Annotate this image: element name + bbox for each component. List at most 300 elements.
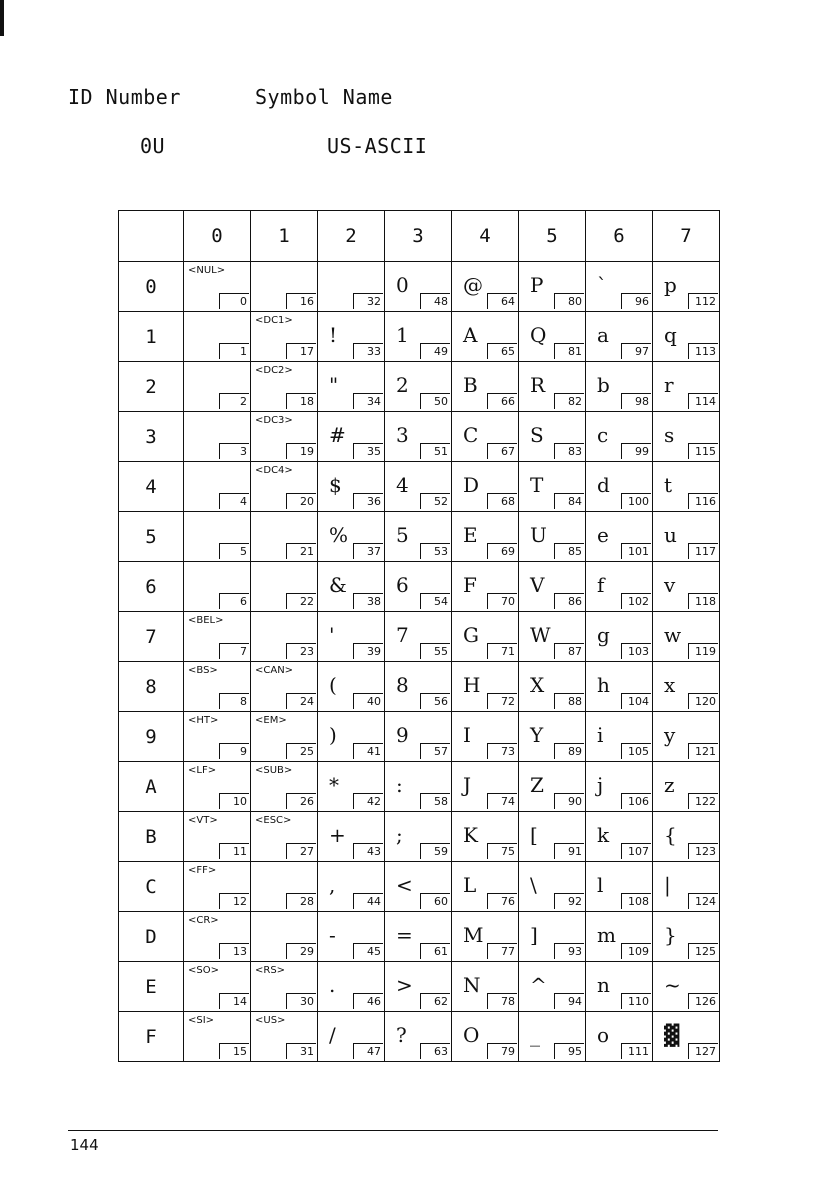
char-cell-79	[452, 1012, 519, 1062]
code-box: 64	[487, 293, 517, 309]
code-box: 58	[420, 793, 450, 809]
char-cell-96	[586, 262, 653, 312]
code-box: 81	[554, 343, 584, 359]
code-box: 34	[353, 393, 383, 409]
code-box: 13	[219, 943, 249, 959]
code-box: 111	[621, 1043, 651, 1059]
char-glyph: m	[597, 923, 616, 947]
char-cell-125	[653, 912, 720, 962]
table-row	[119, 662, 720, 712]
char-cell-4	[184, 462, 251, 512]
char-cell-13	[184, 912, 251, 962]
control-label: <EM>	[255, 715, 287, 726]
char-glyph: S	[530, 423, 544, 447]
code-box: 20	[286, 493, 316, 509]
char-glyph: >	[396, 973, 413, 997]
row-header-0: 0	[119, 262, 184, 312]
char-cell-49	[385, 312, 452, 362]
char-glyph: ,	[329, 873, 336, 897]
code-box: 48	[420, 293, 450, 309]
char-glyph: M	[463, 923, 484, 947]
char-cell-102	[586, 562, 653, 612]
char-glyph: o	[597, 1023, 610, 1047]
char-glyph: `	[597, 273, 607, 297]
char-cell-93	[519, 912, 586, 962]
char-glyph: 9	[396, 723, 409, 747]
code-box: 83	[554, 443, 584, 459]
char-glyph: !	[329, 323, 338, 347]
code-box: 88	[554, 693, 584, 709]
code-box: 16	[286, 293, 316, 309]
control-label: <CAN>	[255, 665, 294, 676]
char-glyph: /	[329, 1023, 336, 1047]
code-box: 126	[688, 993, 718, 1009]
char-glyph: \	[530, 873, 537, 897]
code-box: 110	[621, 993, 651, 1009]
char-glyph: "	[329, 373, 339, 397]
code-box: 15	[219, 1043, 249, 1059]
code-box: 62	[420, 993, 450, 1009]
char-glyph: j	[597, 773, 604, 797]
row-header-5: 5	[119, 512, 184, 562]
char-cell-18	[251, 362, 318, 412]
code-box: 89	[554, 743, 584, 759]
char-cell-2	[184, 362, 251, 412]
char-cell-43	[318, 812, 385, 862]
id-number-value: 0U	[140, 134, 166, 158]
control-label: <ESC>	[255, 815, 292, 826]
char-glyph: G	[463, 623, 479, 647]
char-glyph: )	[329, 723, 337, 747]
char-cell-51	[385, 412, 452, 462]
char-cell-39	[318, 612, 385, 662]
char-glyph: A	[463, 323, 478, 347]
control-label: <SO>	[188, 965, 219, 976]
char-cell-41	[318, 712, 385, 762]
char-cell-112	[653, 262, 720, 312]
code-box: 21	[286, 543, 316, 559]
row-header-B: B	[119, 812, 184, 862]
char-cell-26	[251, 762, 318, 812]
code-box: 92	[554, 893, 584, 909]
char-glyph: (	[329, 673, 337, 697]
row-header-D: D	[119, 912, 184, 962]
char-glyph: I	[463, 723, 471, 747]
code-box: 115	[688, 443, 718, 459]
code-box: 82	[554, 393, 584, 409]
code-box: 103	[621, 643, 651, 659]
char-cell-16	[251, 262, 318, 312]
row-header-3: 3	[119, 412, 184, 462]
char-glyph: O	[463, 1023, 480, 1047]
code-box: 32	[353, 293, 383, 309]
table-row	[119, 762, 720, 812]
code-box: 76	[487, 893, 517, 909]
code-box: 66	[487, 393, 517, 409]
char-cell-53	[385, 512, 452, 562]
char-cell-0	[184, 262, 251, 312]
char-cell-45	[318, 912, 385, 962]
char-cell-90	[519, 762, 586, 812]
code-box: 0	[219, 293, 249, 309]
code-box: 127	[688, 1043, 718, 1059]
char-glyph: %	[329, 523, 349, 547]
table-row	[119, 612, 720, 662]
code-box: 14	[219, 993, 249, 1009]
char-glyph: 6	[396, 573, 409, 597]
char-cell-122	[653, 762, 720, 812]
char-cell-22	[251, 562, 318, 612]
char-cell-11	[184, 812, 251, 862]
char-cell-57	[385, 712, 452, 762]
control-label: <BS>	[188, 665, 218, 676]
char-cell-74	[452, 762, 519, 812]
char-glyph: t	[664, 473, 673, 497]
column-header-1: 1	[251, 211, 318, 262]
char-glyph: l	[597, 873, 604, 897]
char-cell-88	[519, 662, 586, 712]
char-cell-21	[251, 512, 318, 562]
char-cell-76	[452, 862, 519, 912]
char-cell-118	[653, 562, 720, 612]
code-box: 24	[286, 693, 316, 709]
char-cell-127	[653, 1012, 720, 1062]
char-glyph: ^	[530, 973, 547, 997]
char-glyph: s	[664, 423, 675, 447]
table-row	[119, 962, 720, 1012]
char-cell-44	[318, 862, 385, 912]
char-cell-95	[519, 1012, 586, 1062]
code-box: 86	[554, 593, 584, 609]
code-box: 26	[286, 793, 316, 809]
code-box: 4	[219, 493, 249, 509]
char-cell-104	[586, 662, 653, 712]
char-cell-91	[519, 812, 586, 862]
char-glyph: 5	[396, 523, 409, 547]
char-cell-109	[586, 912, 653, 962]
char-glyph: U	[530, 523, 547, 547]
char-cell-15	[184, 1012, 251, 1062]
code-box: 61	[420, 943, 450, 959]
char-glyph: r	[664, 373, 674, 397]
char-glyph: &	[329, 573, 347, 597]
char-glyph: 8	[396, 673, 409, 697]
row-header-2: 2	[119, 362, 184, 412]
char-cell-126	[653, 962, 720, 1012]
code-box: 1	[219, 343, 249, 359]
char-cell-6	[184, 562, 251, 612]
char-cell-111	[586, 1012, 653, 1062]
char-cell-54	[385, 562, 452, 612]
char-cell-99	[586, 412, 653, 462]
code-box: 42	[353, 793, 383, 809]
code-box: 46	[353, 993, 383, 1009]
char-cell-81	[519, 312, 586, 362]
code-box: 9	[219, 743, 249, 759]
char-cell-37	[318, 512, 385, 562]
code-box: 119	[688, 643, 718, 659]
code-box: 63	[420, 1043, 450, 1059]
char-glyph: J	[463, 773, 472, 797]
char-cell-71	[452, 612, 519, 662]
char-glyph: ▓	[664, 1023, 680, 1047]
control-label: <US>	[255, 1015, 286, 1026]
char-cell-56	[385, 662, 452, 712]
char-cell-89	[519, 712, 586, 762]
id-number-heading: ID Number	[68, 85, 181, 109]
code-box: 55	[420, 643, 450, 659]
control-label: <CR>	[188, 915, 219, 926]
char-cell-32	[318, 262, 385, 312]
code-box: 72	[487, 693, 517, 709]
char-cell-3	[184, 412, 251, 462]
char-cell-9	[184, 712, 251, 762]
code-box: 56	[420, 693, 450, 709]
column-header-row	[119, 211, 720, 262]
code-box: 70	[487, 593, 517, 609]
char-cell-107	[586, 812, 653, 862]
char-glyph: n	[597, 973, 610, 997]
code-box: 98	[621, 393, 651, 409]
code-box: 44	[353, 893, 383, 909]
char-glyph: '	[329, 623, 335, 647]
control-label: <HT>	[188, 715, 219, 726]
code-box: 2	[219, 393, 249, 409]
code-box: 123	[688, 843, 718, 859]
char-glyph: B	[463, 373, 478, 397]
char-cell-119	[653, 612, 720, 662]
char-cell-75	[452, 812, 519, 862]
code-box: 41	[353, 743, 383, 759]
char-glyph: *	[329, 773, 339, 797]
char-cell-77	[452, 912, 519, 962]
row-header-F: F	[119, 1012, 184, 1062]
char-cell-116	[653, 462, 720, 512]
char-glyph: E	[463, 523, 478, 547]
code-box: 30	[286, 993, 316, 1009]
char-cell-86	[519, 562, 586, 612]
code-box: 6	[219, 593, 249, 609]
char-cell-64	[452, 262, 519, 312]
code-box: 114	[688, 393, 718, 409]
char-glyph: 2	[396, 373, 409, 397]
char-glyph: ?	[396, 1023, 407, 1047]
char-cell-30	[251, 962, 318, 1012]
control-label: <SI>	[188, 1015, 215, 1026]
char-cell-1	[184, 312, 251, 362]
table-row	[119, 1012, 720, 1062]
char-glyph: v	[664, 573, 676, 597]
char-glyph: W	[530, 623, 551, 647]
code-box: 31	[286, 1043, 316, 1059]
char-cell-72	[452, 662, 519, 712]
char-glyph: {	[664, 823, 677, 847]
char-cell-68	[452, 462, 519, 512]
code-box: 11	[219, 843, 249, 859]
char-glyph: Q	[530, 323, 547, 347]
char-cell-17	[251, 312, 318, 362]
code-box: 78	[487, 993, 517, 1009]
char-cell-35	[318, 412, 385, 462]
char-cell-92	[519, 862, 586, 912]
char-cell-94	[519, 962, 586, 1012]
table-row	[119, 262, 720, 312]
char-cell-82	[519, 362, 586, 412]
code-box: 100	[621, 493, 651, 509]
code-box: 74	[487, 793, 517, 809]
char-glyph: N	[463, 973, 481, 997]
code-box: 19	[286, 443, 316, 459]
code-box: 35	[353, 443, 383, 459]
code-box: 22	[286, 593, 316, 609]
char-cell-38	[318, 562, 385, 612]
code-box: 97	[621, 343, 651, 359]
code-box: 67	[487, 443, 517, 459]
char-cell-48	[385, 262, 452, 312]
char-cell-52	[385, 462, 452, 512]
char-cell-5	[184, 512, 251, 562]
char-cell-10	[184, 762, 251, 812]
char-cell-87	[519, 612, 586, 662]
char-cell-114	[653, 362, 720, 412]
char-glyph: ]	[530, 923, 538, 947]
page-edge-mark	[0, 0, 4, 36]
char-glyph: k	[597, 823, 610, 847]
code-box: 99	[621, 443, 651, 459]
code-box: 25	[286, 743, 316, 759]
row-header-C: C	[119, 862, 184, 912]
code-box: 94	[554, 993, 584, 1009]
char-cell-70	[452, 562, 519, 612]
char-cell-29	[251, 912, 318, 962]
code-box: 68	[487, 493, 517, 509]
char-cell-69	[452, 512, 519, 562]
code-box: 8	[219, 693, 249, 709]
code-box: 117	[688, 543, 718, 559]
code-box: 57	[420, 743, 450, 759]
char-glyph: 7	[396, 623, 409, 647]
char-cell-101	[586, 512, 653, 562]
code-box: 49	[420, 343, 450, 359]
char-glyph: #	[329, 423, 346, 447]
char-cell-63	[385, 1012, 452, 1062]
control-label: <DC3>	[255, 415, 293, 426]
code-box: 45	[353, 943, 383, 959]
code-box: 112	[688, 293, 718, 309]
table-row	[119, 912, 720, 962]
char-cell-84	[519, 462, 586, 512]
char-glyph: $	[329, 473, 342, 497]
code-box: 33	[353, 343, 383, 359]
code-box: 53	[420, 543, 450, 559]
character-code-table	[118, 210, 720, 1062]
code-box: 3	[219, 443, 249, 459]
control-label: <RS>	[255, 965, 286, 976]
char-glyph: a	[597, 323, 609, 347]
table-row	[119, 362, 720, 412]
code-box: 12	[219, 893, 249, 909]
code-box: 120	[688, 693, 718, 709]
code-box: 52	[420, 493, 450, 509]
code-box: 29	[286, 943, 316, 959]
char-glyph: R	[530, 373, 546, 397]
code-box: 10	[219, 793, 249, 809]
char-cell-27	[251, 812, 318, 862]
char-cell-65	[452, 312, 519, 362]
char-glyph: :	[396, 773, 403, 797]
char-cell-66	[452, 362, 519, 412]
char-glyph: d	[597, 473, 610, 497]
char-glyph: e	[597, 523, 609, 547]
code-box: 107	[621, 843, 651, 859]
char-cell-8	[184, 662, 251, 712]
code-box: 7	[219, 643, 249, 659]
char-cell-124	[653, 862, 720, 912]
code-box: 113	[688, 343, 718, 359]
char-glyph: u	[664, 523, 677, 547]
table-corner-cell	[119, 211, 184, 262]
control-label: <BEL>	[188, 615, 224, 626]
code-box: 104	[621, 693, 651, 709]
code-box: 51	[420, 443, 450, 459]
char-glyph: i	[597, 723, 604, 747]
char-glyph: V	[530, 573, 545, 597]
char-cell-106	[586, 762, 653, 812]
control-label: <LF>	[188, 765, 217, 776]
control-label: <SUB>	[255, 765, 293, 776]
char-cell-58	[385, 762, 452, 812]
char-glyph: K	[463, 823, 478, 847]
char-glyph: 1	[396, 323, 409, 347]
char-glyph: =	[396, 923, 413, 947]
code-box: 60	[420, 893, 450, 909]
code-box: 108	[621, 893, 651, 909]
char-cell-85	[519, 512, 586, 562]
char-cell-40	[318, 662, 385, 712]
code-box: 122	[688, 793, 718, 809]
char-cell-83	[519, 412, 586, 462]
code-box: 95	[554, 1043, 584, 1059]
code-box: 73	[487, 743, 517, 759]
row-header-7: 7	[119, 612, 184, 662]
code-box: 40	[353, 693, 383, 709]
column-header-2: 2	[318, 211, 385, 262]
code-box: 5	[219, 543, 249, 559]
char-cell-12	[184, 862, 251, 912]
code-box: 50	[420, 393, 450, 409]
char-glyph: z	[664, 773, 675, 797]
char-cell-73	[452, 712, 519, 762]
code-box: 69	[487, 543, 517, 559]
code-box: 75	[487, 843, 517, 859]
footer-rule	[68, 1130, 718, 1131]
char-cell-105	[586, 712, 653, 762]
char-cell-123	[653, 812, 720, 862]
char-cell-24	[251, 662, 318, 712]
char-cell-55	[385, 612, 452, 662]
char-glyph: h	[597, 673, 610, 697]
code-box: 106	[621, 793, 651, 809]
char-cell-14	[184, 962, 251, 1012]
code-box: 43	[353, 843, 383, 859]
char-cell-100	[586, 462, 653, 512]
column-header-0: 0	[184, 211, 251, 262]
column-header-3: 3	[385, 211, 452, 262]
table-row	[119, 862, 720, 912]
char-cell-33	[318, 312, 385, 362]
char-cell-19	[251, 412, 318, 462]
row-header-9: 9	[119, 712, 184, 762]
